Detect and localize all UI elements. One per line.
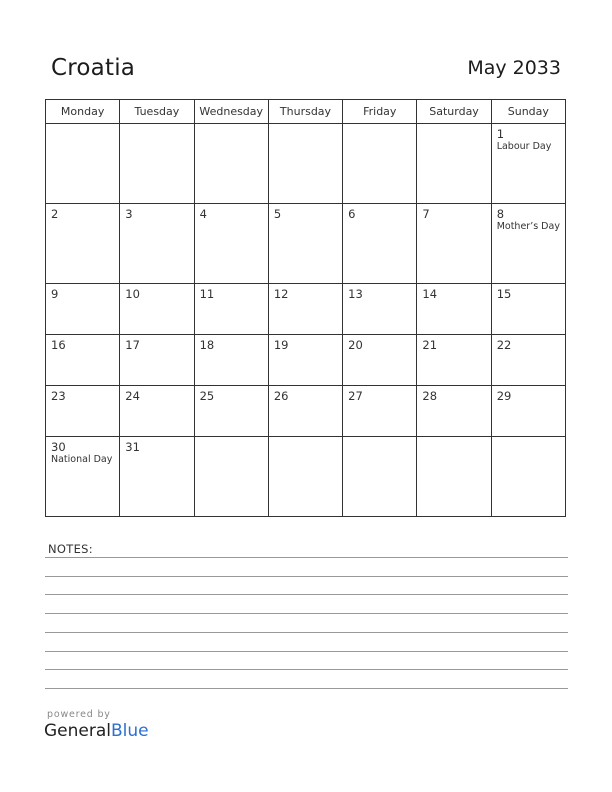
day-number: 28 <box>422 388 438 403</box>
day-cell <box>417 124 491 204</box>
week-row <box>46 385 566 436</box>
day-cell <box>120 204 194 284</box>
day-cell <box>46 385 120 436</box>
holiday-label: Labour Day <box>496 141 552 152</box>
day-cell <box>194 385 268 436</box>
day-number: 27 <box>348 388 363 403</box>
day-cell <box>343 204 417 284</box>
day-cell <box>120 335 194 386</box>
brand-logo <box>44 721 149 741</box>
holiday-label: Mother’s Day <box>496 221 560 233</box>
brand-name-blue: Blue <box>111 721 149 741</box>
day-number: 24 <box>125 388 140 403</box>
day-cell <box>417 436 491 516</box>
day-number: 6 <box>348 207 356 222</box>
day-number: 11 <box>199 287 215 302</box>
day-number: 21 <box>422 338 438 353</box>
day-number: 13 <box>348 287 363 302</box>
day-number: 20 <box>348 338 363 353</box>
day-cell <box>46 335 120 386</box>
notes-label: NOTES: <box>48 542 93 556</box>
weekday-header: Sunday <box>491 100 565 124</box>
day-cell <box>417 385 491 436</box>
weekday-header: Thursday <box>268 100 342 124</box>
weekday-header: Monday <box>46 100 120 124</box>
day-number: 14 <box>422 287 438 302</box>
day-cell <box>417 204 491 284</box>
notes-line <box>45 651 568 652</box>
month-year-title: May 2033 <box>467 57 561 79</box>
day-number: 15 <box>496 287 512 302</box>
holiday-label: National Day <box>51 453 113 465</box>
day-cell <box>194 204 268 284</box>
day-cell <box>417 284 491 335</box>
notes-line <box>45 576 568 577</box>
day-cell <box>46 284 120 335</box>
day-cell <box>194 284 268 335</box>
day-number: 8 <box>496 207 505 222</box>
day-cell <box>46 124 120 204</box>
day-number: 23 <box>51 388 66 403</box>
notes-line <box>45 669 568 670</box>
day-cell <box>491 436 565 516</box>
day-number: 17 <box>125 338 140 353</box>
day-cell <box>46 436 120 516</box>
brand-name-general: General <box>44 721 111 741</box>
day-cell <box>268 335 342 386</box>
day-cell <box>194 335 268 386</box>
day-number: 9 <box>51 287 59 302</box>
week-row <box>46 436 566 516</box>
day-cell <box>120 436 194 516</box>
day-cell <box>343 335 417 386</box>
week-row <box>46 204 566 284</box>
notes-line <box>45 557 568 558</box>
week-row <box>46 124 566 204</box>
weekday-header-row <box>46 100 566 124</box>
day-cell <box>491 124 565 204</box>
day-cell <box>343 124 417 204</box>
day-cell <box>491 204 565 284</box>
day-number: 31 <box>125 439 140 454</box>
day-cell <box>120 124 194 204</box>
day-cell <box>268 284 342 335</box>
day-cell <box>491 385 565 436</box>
notes-line <box>45 632 568 633</box>
day-cell <box>120 385 194 436</box>
day-cell <box>417 335 491 386</box>
day-cell <box>491 335 565 386</box>
day-number: 18 <box>199 338 215 353</box>
day-cell <box>268 124 342 204</box>
day-number: 19 <box>273 338 289 353</box>
day-number: 22 <box>496 338 512 353</box>
day-cell <box>194 436 268 516</box>
notes-line <box>45 613 568 614</box>
notes-line <box>45 688 568 689</box>
day-cell <box>120 284 194 335</box>
weekday-header: Tuesday <box>120 100 194 124</box>
country-title: Croatia <box>51 55 136 81</box>
day-number: 3 <box>125 207 133 222</box>
day-cell <box>268 204 342 284</box>
powered-by-text: powered by <box>47 709 111 720</box>
calendar-grid <box>45 99 566 517</box>
week-row <box>46 284 566 335</box>
day-cell <box>268 436 342 516</box>
day-number: 25 <box>199 388 215 403</box>
day-cell <box>343 385 417 436</box>
weekday-header: Wednesday <box>194 100 268 124</box>
day-cell <box>491 284 565 335</box>
day-number: 2 <box>51 207 59 222</box>
day-number: 26 <box>273 388 289 403</box>
day-cell <box>194 124 268 204</box>
day-cell <box>343 284 417 335</box>
day-number: 30 <box>51 439 66 454</box>
day-number: 16 <box>51 338 66 353</box>
day-cell <box>268 385 342 436</box>
day-number: 7 <box>422 207 430 222</box>
day-number: 10 <box>125 287 140 302</box>
day-cell <box>343 436 417 516</box>
weekday-header: Saturday <box>417 100 491 124</box>
notes-line <box>45 594 568 595</box>
day-number: 29 <box>496 388 512 403</box>
week-row <box>46 335 566 386</box>
day-cell <box>46 204 120 284</box>
day-number: 4 <box>199 207 207 222</box>
day-number: 12 <box>273 287 289 302</box>
day-number: 5 <box>273 207 282 222</box>
weekday-header: Friday <box>343 100 417 124</box>
day-number: 1 <box>496 127 505 141</box>
